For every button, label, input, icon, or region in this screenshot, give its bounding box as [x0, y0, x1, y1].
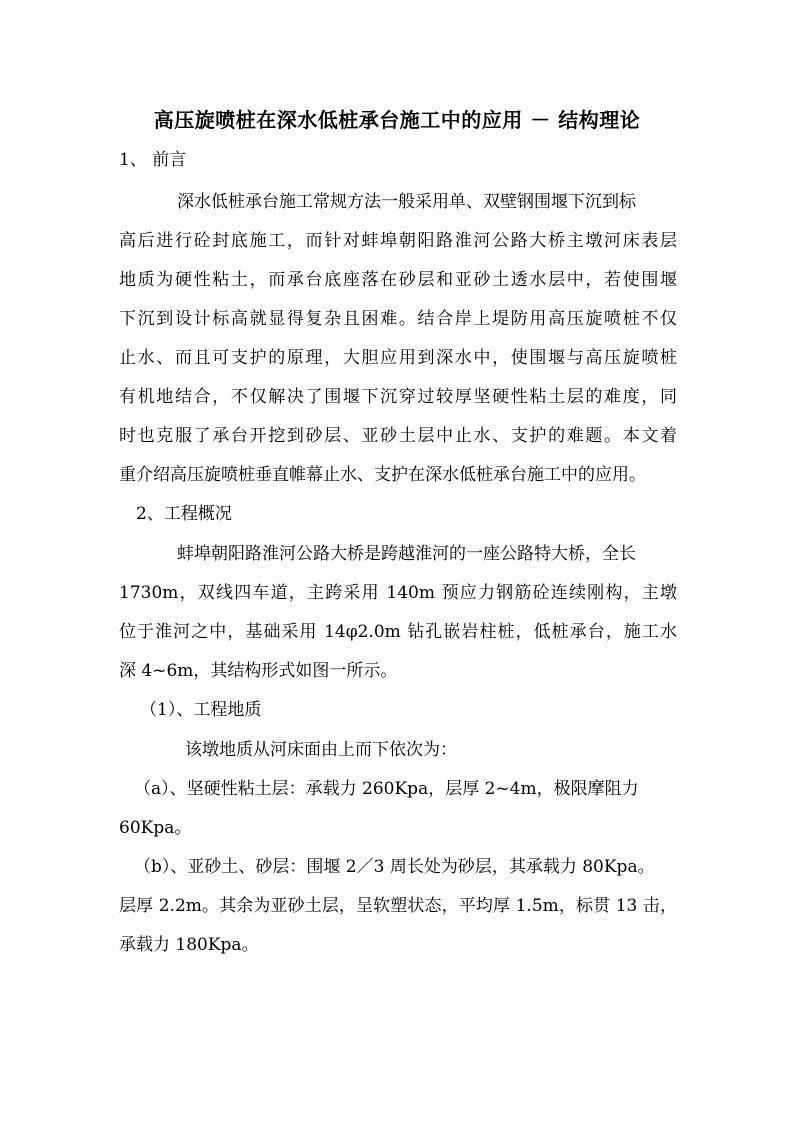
page-title: 高压旋喷桩在深水低桩承台施工中的应用 － 结构理论 — [153, 108, 641, 132]
section-2-line: 位于淮河之中，基础采用 14φ2.0m 钻孔嵌岩柱桩，低桩承台，施工水 — [119, 622, 677, 642]
item-a-line: （a）、坚硬性粘土层：承载力 260Kpa，层厚 2~4m，极限摩阻力 — [134, 779, 639, 799]
subsection-1-intro: 该墩地质从河床面由上而下依次为： — [185, 740, 457, 760]
section-1-heading: 1、 前言 — [119, 150, 187, 170]
section-2-line: 深 4~6m，其结构形式如图一所示。 — [119, 661, 398, 681]
subsection-1-heading: （1）、工程地质 — [140, 700, 262, 720]
item-a-line: 60Kpa。 — [119, 818, 192, 838]
section-2-line: 蚌埠朝阳路淮河公路大桥是跨越淮河的一座公路特大桥，全长 — [177, 544, 636, 564]
section-1-line: 下沉到设计标高就显得复杂且困难。结合岸上堤防用高压旋喷桩不仅 — [119, 309, 677, 329]
section-1-line: 地质为硬性粘土，而承台底座落在砂层和亚砂土透水层中，若使围堰 — [119, 270, 677, 290]
section-1-line: 时也克服了承台开挖到砂层、亚砂土层中止水、支护的难题。本文着 — [119, 426, 677, 446]
item-b-line: 层厚 2.2m。其余为亚砂土层，呈软塑状态，平均厚 1.5m，标贯 13 击， — [119, 896, 677, 916]
section-1-line: 有机地结合，不仅解决了围堰下沉穿过较厚坚硬性粘土层的难度，同 — [119, 387, 677, 407]
item-b-line: 承载力 180Kpa。 — [119, 935, 259, 955]
item-b-line: （b）、亚砂土、砂层：围堰 2／3 周长处为砂层，其承载力 80Kpa。 — [134, 857, 655, 877]
section-1-line: 高后进行砼封底施工，而针对蚌埠朝阳路淮河公路大桥主墩河床表层 — [119, 231, 677, 251]
section-2-line: 1730m，双线四车道，主跨采用 140m 预应力钢筋砼连续刚构，主墩 — [119, 583, 677, 603]
section-2-heading: 2、工程概况 — [136, 504, 232, 524]
section-1-line: 深水低桩承台施工常规方法一般采用单、双壁钢围堰下沉到标 — [177, 192, 636, 212]
section-1-line: 重介绍高压旋喷桩垂直帷幕止水、支护在深水低桩承台施工中的应用。 — [119, 465, 646, 485]
section-1-line: 止水、而且可支护的原理，大胆应用到深水中，使围堰与高压旋喷桩 — [119, 348, 677, 368]
